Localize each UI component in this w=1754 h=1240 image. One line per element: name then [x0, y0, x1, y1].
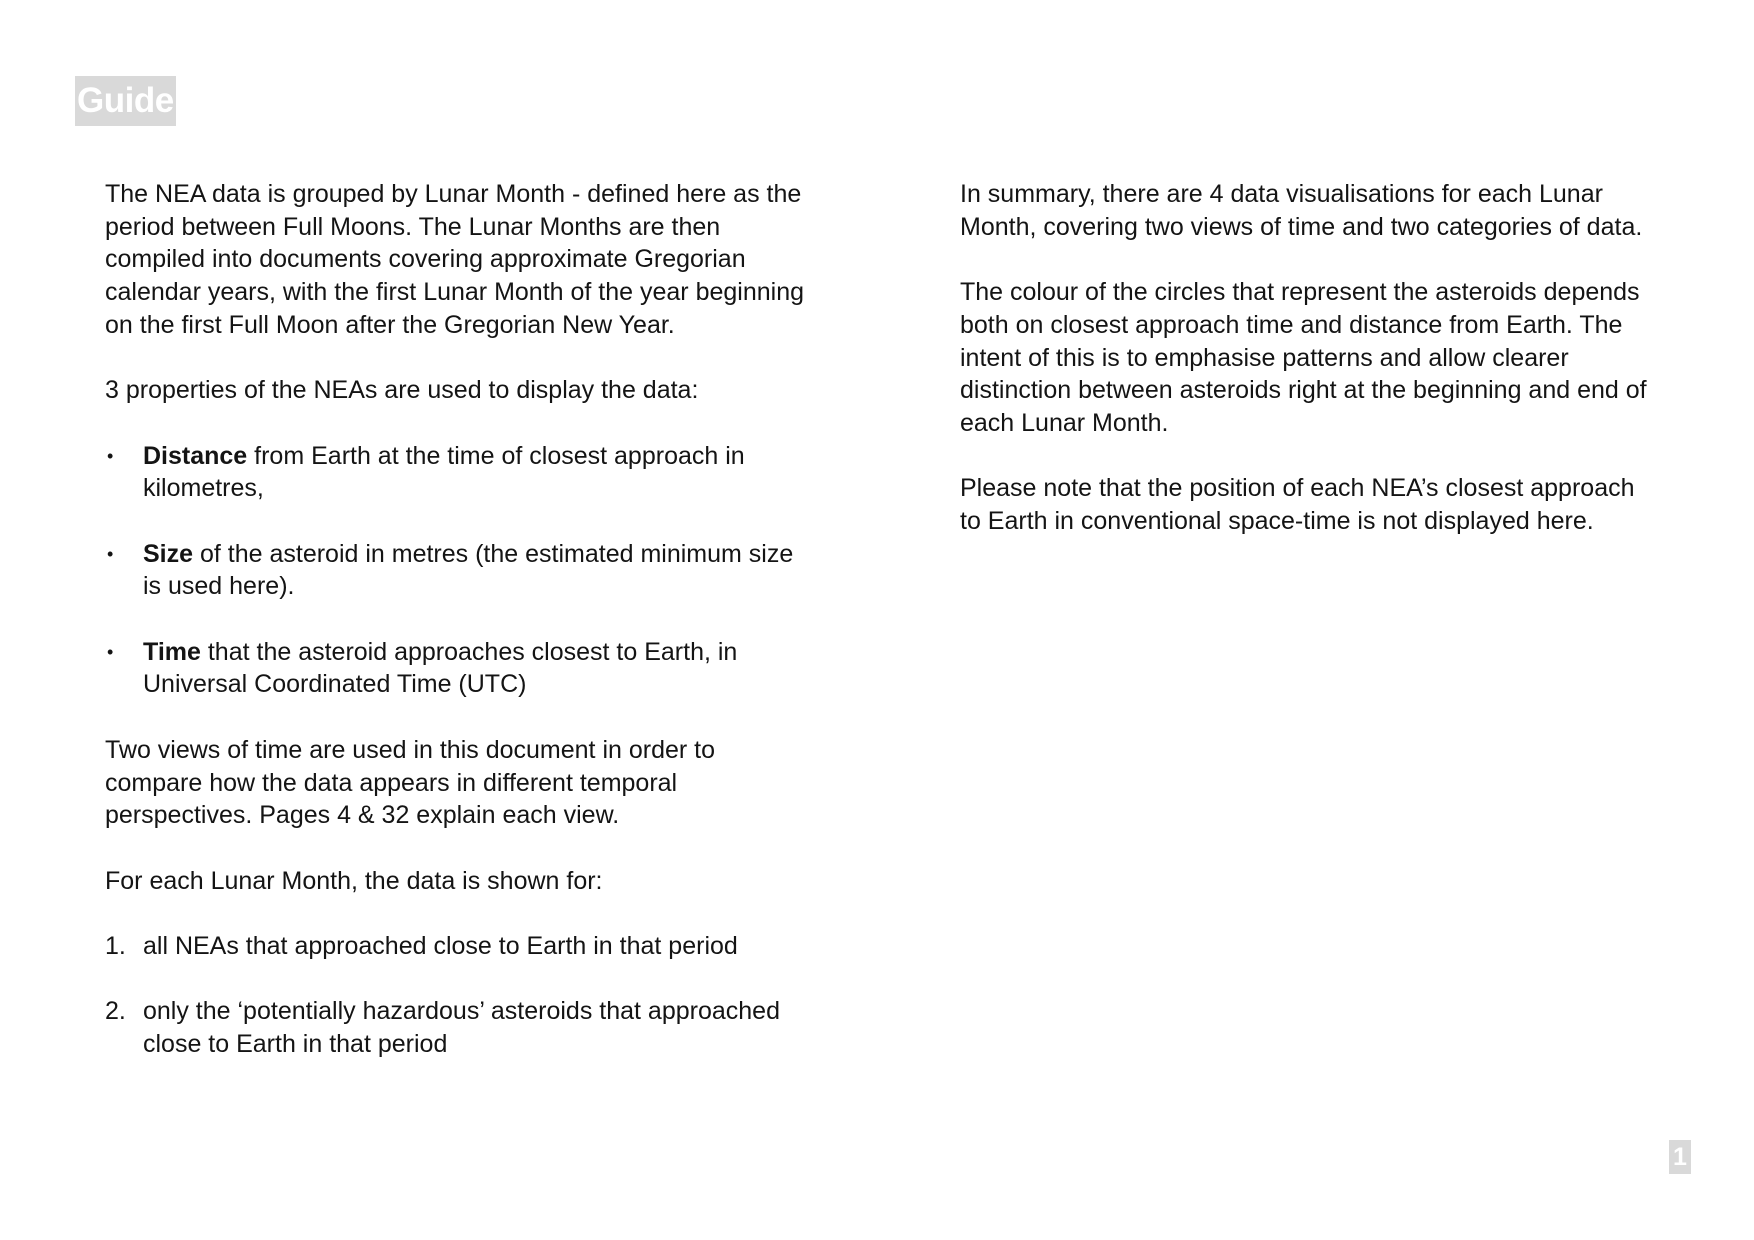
list-item — [105, 930, 805, 963]
property-text: that the asteroid approaches closest to Earth, in Universal Coordinated Time (UTC) — [143, 637, 738, 699]
list-item-text: all NEAs that approached close to Earth in that period — [143, 932, 738, 961]
property-term: Distance — [143, 441, 248, 470]
intro-paragraph: The NEA data is grouped by Lunar Month - defined here as the period between Full Moons. The Lunar Months are then compiled into documents covering approximate Gregorian calendar years, with the first Lunar Month of the year beginning on the first Full Moon after the Gregorian New Year. — [105, 180, 805, 339]
list-item — [105, 440, 805, 505]
summary-paragraph: In summary, there are 4 data visualisations for each Lunar Month, covering two views of time and two categories of data. — [960, 180, 1643, 241]
property-text: from Earth at the time of closest approach in kilometres, — [143, 441, 745, 503]
list-item-text: only the ‘potentially hazardous’ asteroids that approached close to Earth in that period — [143, 997, 780, 1059]
right-column — [960, 178, 1660, 570]
views-paragraph: Two views of time are used in this document in order to compare how the data appears in different temporal perspectives. Pages 4 & 32 explain each view. — [105, 735, 716, 830]
list-number: 2. — [105, 997, 126, 1026]
list-item — [105, 995, 805, 1060]
page-number: 1 — [1669, 1140, 1691, 1174]
bullet-icon: • — [107, 445, 114, 466]
list-item — [105, 636, 805, 701]
colour-note-paragraph: The colour of the circles that represent the asteroids depends both on closest approach time and distance from Earth. The intent of this is to emphasise patterns and allow clearer distinction between asteroids right at the beginning and end of each Lunar Month. — [960, 278, 1647, 437]
bullet-icon: • — [107, 641, 114, 662]
property-term: Size — [143, 539, 194, 568]
properties-list — [105, 440, 805, 702]
shown-for-list — [105, 930, 805, 1061]
shown-for-intro: For each Lunar Month, the data is shown for: — [105, 866, 603, 895]
position-note-paragraph: Please note that the position of each NEA’s closest approach to Earth in conventional space-time is not displayed here. — [960, 474, 1635, 535]
properties-intro: 3 properties of the NEAs are used to display the data: — [105, 376, 699, 405]
list-number: 1. — [105, 932, 126, 961]
property-term: Time — [143, 637, 201, 666]
list-item — [105, 538, 805, 603]
bullet-icon: • — [107, 543, 114, 564]
left-column — [105, 178, 805, 1094]
page-title: Guide — [75, 76, 176, 126]
property-text: of the asteroid in metres (the estimated minimum size is used here). — [143, 539, 794, 601]
